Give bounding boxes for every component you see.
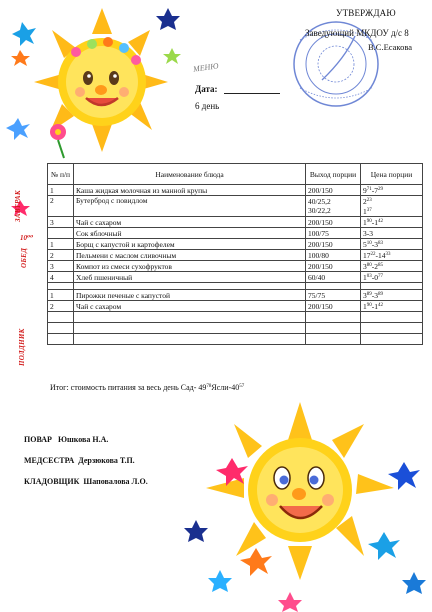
table-row: 3 Чай с сахаром 200/150 $1^{90}-1^{42}$ (48, 217, 423, 228)
col-name: Наименование блюда (74, 164, 306, 185)
table-row: 1 Пирожки печеные с капустой 75/75 $3^{89}-3^{89}$ (48, 290, 423, 301)
head-position: Заведующий МКДОУ д/с 8 (305, 28, 409, 38)
date-label: Дата: (195, 84, 218, 94)
menu-table (47, 163, 423, 345)
flower-icon (50, 124, 66, 158)
table-row: 2 Чай с сахаром 200/150 $1^{90}-1^{42}$ (48, 301, 423, 312)
table-row: 4 Хлеб пшеничный 60/40 $1^{03}-0^{77}$ (48, 272, 423, 283)
section-snack: ПОЛДНИК (18, 328, 26, 366)
menu-title: МЕНЮ (192, 61, 220, 74)
total-cost: Итог: стоимость питания за весь день Сад- $49^{78}Ясли-40^{57}$ (50, 383, 245, 392)
date-field (224, 93, 280, 94)
section-time-10: 10⁰⁰ (20, 234, 34, 242)
table-header-row (48, 164, 423, 185)
approve-label: УТВЕРЖДАЮ (336, 8, 396, 18)
table-row: Сок яблочный 100/75 3-3 (48, 228, 423, 239)
day-label: 6 день (195, 101, 220, 111)
table-row: 2 Пельмени с маслом сливочным 100/80 $17^{22}-14^{33}$ (48, 250, 423, 261)
col-no: № п/п (48, 164, 74, 185)
section-breakfast: ЗАВТРАК (14, 190, 22, 222)
table-row: 2 Бутерброд с повидлом 40/25,2 30/22,2 $2^{23}$ $1^{37}$ (48, 196, 423, 217)
table-row: 3 Компот из смеси сухофруктов 200/150 $3^{80}-2^{85}$ (48, 261, 423, 272)
table-row (48, 334, 423, 345)
col-price: Цена порции (361, 164, 423, 185)
table-row (48, 312, 423, 323)
table-row: 1 Борщ с капустой и картофелем 200/150 $5^{10}-3^{83}$ (48, 239, 423, 250)
head-name: В.С.Есакова (368, 42, 413, 52)
bottom-sun-icon (206, 402, 394, 580)
table-row: 1 Каша жидкая молочная из манной крупы 200/150 $9^{71}-7^{29}$ (48, 185, 423, 196)
table-row (48, 323, 423, 334)
staff-cook: ПОВАР Юшкова Н.А. (24, 435, 109, 444)
section-lunch: ОБЕД (20, 247, 28, 268)
staff-storekeeper: КЛАДОВЩИК Шаповалова Л.О. (24, 477, 148, 486)
col-out: Выход порции (306, 164, 361, 185)
staff-nurse: МЕДСЕСТРА Дерзюкова Т.П. (24, 456, 135, 465)
table-row (48, 283, 423, 290)
